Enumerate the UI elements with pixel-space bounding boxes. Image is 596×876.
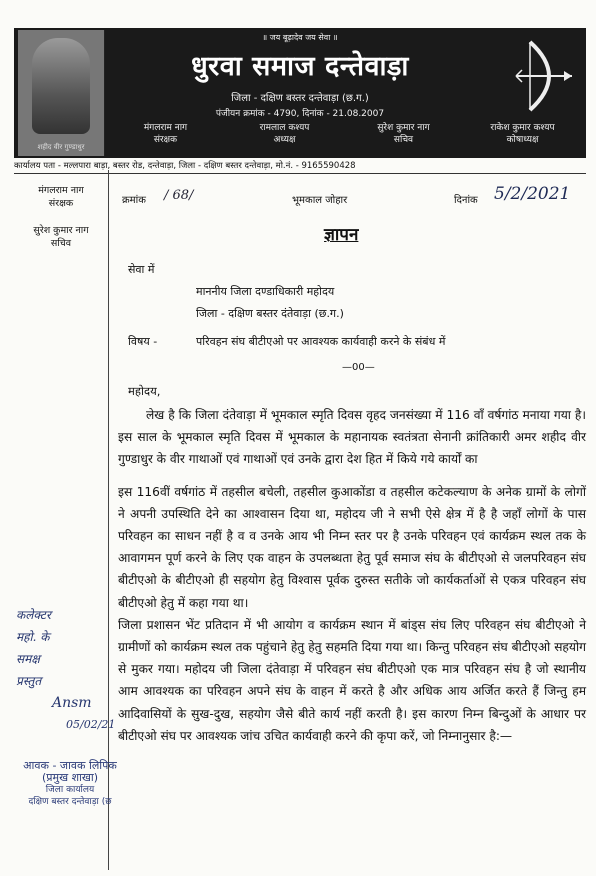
left-officer-role: सचिव [50, 238, 72, 249]
office-stamp [12, 760, 128, 808]
left-officer-name: सुरेश कुमार नाग [33, 225, 89, 236]
organization-title: धुरवा समाज दन्तेवाड़ा [191, 51, 409, 82]
body-paragraph-2: इस 116वीं वर्षगांठ में तहसील बचेली, तहसील कुआकोंडा व तहसील कटेकल्याण के अनेक ग्रामों के लोगों ने अपनी उपस्थिति देने का आश्वासन दिया था, महोदय जी ने सभी ऐसे क्षेत्र में है है जहाँ लोगों के पास परिवहन का साधन नहीं है व व उनके आय भी निम्न स्तर पर है उनके परिवहन एवं कार्यक्रम स्थल तक के आवागमन पूर्ण करने के लिए एक वाहन के उपलब्धता हेतु पूर्व समाज संघ के बीटीएओ से जलपरिवहन संघ बीटीएओ के बीटीएओ ही सहयोग हेतु विश्वास पूर्वक दुरुस्त सतीके जो कार्यकर्ताओं से एकत्र परिवहन संघ बीटीएओ हेतु में कहा गया था। [118, 484, 586, 610]
letter-body [118, 404, 586, 747]
officers-row [106, 122, 582, 146]
officer-patron [106, 122, 225, 146]
left-officer-patron [14, 184, 108, 210]
officer-name: राकेश कुमार कश्यप [490, 123, 555, 133]
memorandum-heading: ज्ञापन [324, 225, 359, 245]
recipient-line-2: जिला - दक्षिण बस्तर दंतेवाड़ा (छ.ग.) [196, 307, 344, 320]
note-line: कलेक्टर [16, 608, 51, 622]
officer-role: कोषाध्यक्ष [506, 135, 539, 145]
recipient-line-1: माननीय जिला दण्डाधिकारी महोदय [196, 285, 335, 298]
left-officer-role: संरक्षक [48, 198, 74, 209]
reference-number: / 68/ [164, 188, 194, 203]
portrait-figure [32, 38, 90, 134]
stamp-line-3: दक्षिण बस्तर दन्तेवाड़ा (छ [28, 797, 112, 807]
left-officer-secretary [14, 224, 108, 250]
salutation: महोदय, [128, 384, 161, 398]
body-paragraph-3: जिला प्रशासन भेंट प्रतिदान में भी आयोग व कार्यक्रम स्थान में बांड्स संघ लिए परिवहन संघ बीटीएओ ने ग्रामीणों को कार्यक्रम स्थल तक पहुंचाने हेतु हेतु सहमति दिया गया था। किन्तु परिवहन संघ बीटीएओ सहयोग से मुकर गया। महोदय जी जिला दंतेवाड़ा में परिवहन संघ बीटीएओ एक मात्र परिवहन संघ है जो स्थानीय आम आवश्यक का परिवहन अपने संघ के वाहन में करते है और अधिक आय अर्जित करते हैं जिन्तु हम आदिवासियों के सुख-दुख, सहयोग जैसे बीते कार्य नहीं करती है। इस कारण निम्न बिन्दुओं के आधार पर बीटीएओ संघ पर आवश्यक जांच उचित कार्यवाही करने की कृपा करें, जो निम्नानुसार है:— [118, 617, 586, 743]
officer-role: अध्यक्ष [273, 135, 296, 145]
to-label: सेवा में [128, 263, 155, 276]
stamp-inward: आवक - जावक लिपिक [23, 759, 117, 772]
invocation-line: ॥ जय बूढ़ादेव जय सेवा ॥ [262, 33, 338, 42]
note-line: समक्ष [16, 652, 40, 666]
handwritten-signature: Ansm [52, 695, 92, 711]
officer-role: संरक्षक [153, 135, 178, 145]
handwritten-date: 5/2/2021 [494, 184, 571, 204]
office-address-line: कार्यालय पता - मल्लपारा बाड़ा, बस्तर रोड, दन्तेवाड़ा, जिला - दक्षिण बस्तर दन्तेवाड़ा, मो.नं. - 9165590428 [14, 160, 586, 174]
greeting-text: भूमकाल जोहार [292, 195, 348, 206]
date-label: दिनांक [454, 195, 478, 206]
note-line: महो. के [16, 630, 50, 644]
martyr-portrait-image [18, 30, 105, 156]
reference-label: क्रमांक [122, 195, 146, 206]
officer-president [225, 122, 344, 146]
note-line: प्रस्तुत [16, 674, 42, 688]
bow-arrow-emblem-icon [508, 36, 578, 116]
left-officer-name: मंगलराम नाग [38, 185, 84, 196]
section-divider: —00— [342, 362, 375, 373]
organization-district: जिला - दक्षिण बस्तर दन्तेवाड़ा (छ.ग.) [231, 93, 369, 104]
portrait-caption: शहीद वीर गुण्डाधुर [37, 143, 85, 151]
officer-name: रामलाल कश्यप [259, 123, 310, 133]
body-paragraph-1: लेख है कि जिला दंतेवाड़ा में भूमकाल स्मृति दिवस वृहद जनसंख्या में 116 वाँ वर्षगांठ मनाया गया है। इस साल के भूमकाल स्मृति दिवस में भूमकाल के महानायक स्वतंत्रता सेनानी क्रांतिकारी अमर शहीद वीर गुण्डाधुर के वीर गाथाओं एवं गाथाओं एवं उनके द्वारा देश हित में किये गये कार्यों का [118, 408, 586, 467]
stamp-line-1: (प्रमुख शाखा) [41, 771, 99, 784]
subject-text: परिवहन संघ बीटीएओ पर आवश्यक कार्यवाही करने के संबंध में [196, 335, 446, 348]
officer-secretary [344, 122, 463, 146]
subject-label: विषय - [128, 335, 158, 348]
letterhead-banner [14, 28, 586, 158]
officer-role: सचिव [393, 135, 414, 145]
officer-name: सुरेश कुमार नाग [377, 123, 430, 133]
officer-name: मंगलराम नाग [143, 123, 188, 133]
note-date: 05/02/21 [66, 718, 116, 731]
stamp-line-2: जिला कार्यालय [45, 785, 95, 795]
officer-treasurer [463, 122, 582, 146]
registration-number: पंजीयन क्रमांक - 4790, दिनांक - 21.08.2007 [215, 109, 385, 119]
handwritten-margin-note [16, 604, 120, 736]
